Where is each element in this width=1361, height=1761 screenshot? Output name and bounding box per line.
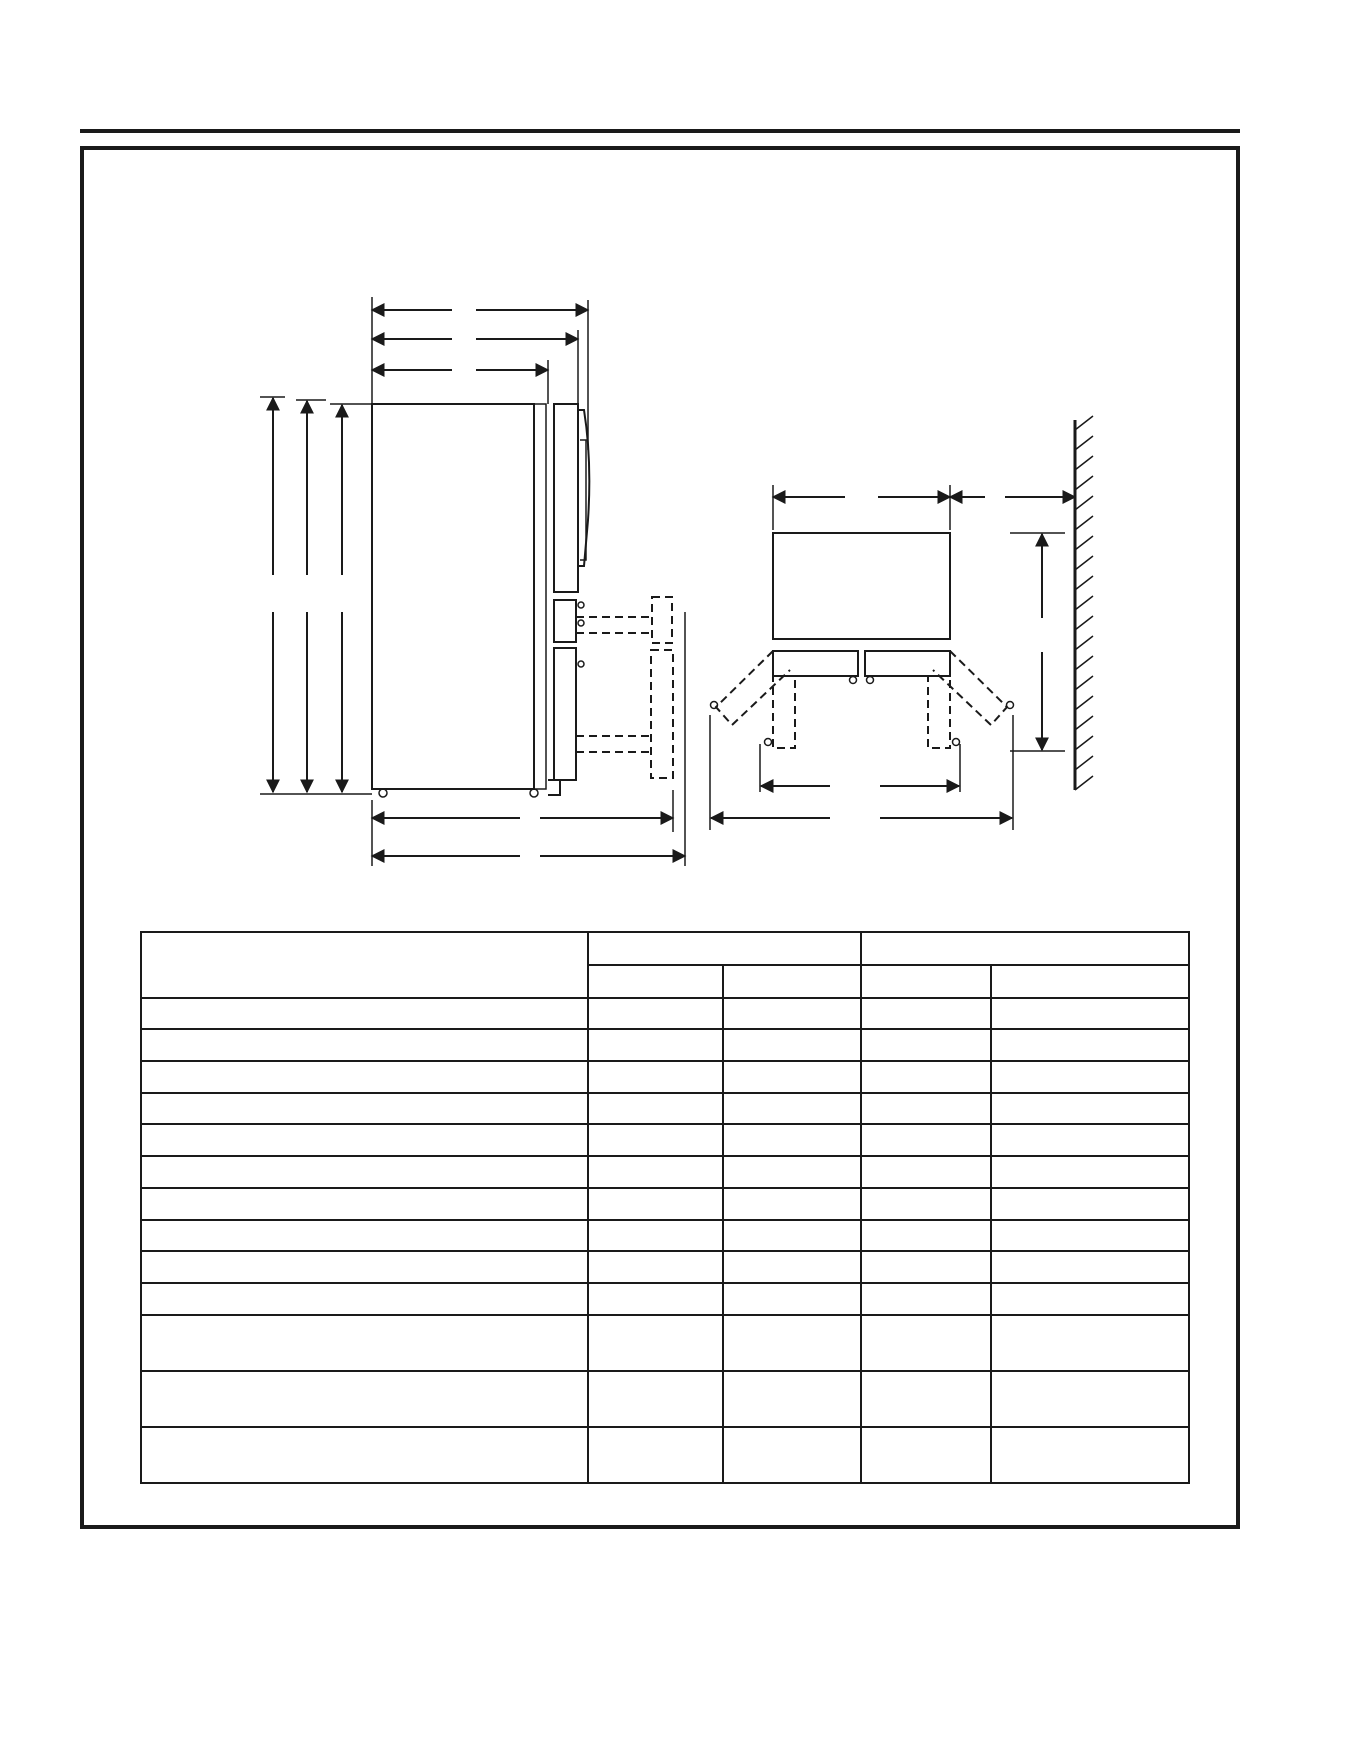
table-row — [141, 1188, 1189, 1220]
table-row — [141, 1427, 1189, 1483]
cabinet-top — [773, 533, 950, 639]
cell — [861, 1251, 991, 1283]
table-row — [141, 1315, 1189, 1371]
cell — [723, 1156, 861, 1188]
height-dimensions — [260, 397, 372, 794]
row-label — [141, 1315, 588, 1371]
cell — [588, 1427, 723, 1483]
cell — [991, 1188, 1189, 1220]
cell — [861, 1220, 991, 1252]
cell — [588, 1283, 723, 1315]
cell — [723, 1283, 861, 1315]
cell — [991, 1124, 1189, 1156]
cell — [991, 1427, 1189, 1483]
table-row — [141, 1029, 1189, 1061]
table-row — [141, 1251, 1189, 1283]
left-door-top — [773, 651, 858, 676]
cell — [588, 1061, 723, 1093]
upper-door — [554, 404, 578, 592]
cell — [723, 1315, 861, 1371]
table-row — [141, 1124, 1189, 1156]
row-label — [141, 998, 588, 1030]
cell — [861, 1093, 991, 1125]
cell — [588, 1188, 723, 1220]
open-depth-dimensions — [372, 612, 685, 866]
cell — [991, 1371, 1189, 1427]
sub-header — [723, 965, 861, 998]
row-label — [141, 1124, 588, 1156]
cell — [861, 1156, 991, 1188]
cell — [723, 1029, 861, 1061]
cell — [588, 1029, 723, 1061]
cell — [588, 998, 723, 1030]
table-row — [141, 1371, 1189, 1427]
doors-open-wide-dashed — [716, 651, 1007, 725]
sub-header — [588, 965, 723, 998]
dimension-table — [140, 931, 1190, 1484]
row-label — [141, 1220, 588, 1252]
cell — [991, 1220, 1189, 1252]
row-label — [141, 1371, 588, 1427]
sub-header — [991, 965, 1189, 998]
table-row — [141, 1220, 1189, 1252]
cell — [991, 1315, 1189, 1371]
row-label — [141, 1061, 588, 1093]
group-header — [861, 932, 1189, 965]
wall-hatching — [1075, 416, 1093, 790]
cell — [723, 1188, 861, 1220]
open-drawer-dashed — [576, 597, 673, 778]
cell — [723, 1427, 861, 1483]
cell — [723, 998, 861, 1030]
cell — [861, 1427, 991, 1483]
table-row — [141, 1283, 1189, 1315]
row-label — [141, 1427, 588, 1483]
row-label — [141, 1188, 588, 1220]
table-corner — [141, 932, 588, 998]
cell — [991, 1029, 1189, 1061]
cell — [588, 1124, 723, 1156]
cell — [991, 1283, 1189, 1315]
row-label — [141, 1029, 588, 1061]
cell — [991, 1061, 1189, 1093]
cell — [861, 1029, 991, 1061]
cell — [588, 1251, 723, 1283]
table-row — [141, 1061, 1189, 1093]
cell — [991, 1093, 1189, 1125]
cell — [861, 1371, 991, 1427]
table-row — [141, 1093, 1189, 1125]
width-dimensions — [710, 485, 1075, 830]
cell — [861, 1188, 991, 1220]
cell — [991, 1251, 1189, 1283]
cell — [588, 1371, 723, 1427]
row-label — [141, 1251, 588, 1283]
cell — [861, 1315, 991, 1371]
table-row — [141, 998, 1189, 1030]
cell — [861, 1283, 991, 1315]
cell — [723, 1124, 861, 1156]
cell — [588, 1315, 723, 1371]
sub-header — [861, 965, 991, 998]
right-door-top — [865, 651, 950, 676]
cell — [723, 1371, 861, 1427]
cell — [991, 998, 1189, 1030]
cell — [861, 998, 991, 1030]
cell — [588, 1220, 723, 1252]
row-label — [141, 1283, 588, 1315]
cell — [723, 1220, 861, 1252]
cell — [861, 1124, 991, 1156]
doors-open-90-dashed — [773, 676, 950, 748]
cell — [588, 1156, 723, 1188]
cell — [723, 1251, 861, 1283]
group-header — [588, 932, 861, 965]
bottom-drawer — [554, 648, 576, 780]
cell — [861, 1061, 991, 1093]
cell — [588, 1093, 723, 1125]
cabinet-side — [372, 404, 534, 789]
cell — [723, 1061, 861, 1093]
cell — [991, 1156, 1189, 1188]
row-label — [141, 1156, 588, 1188]
middle-drawer — [554, 600, 576, 642]
depth-dimensions — [372, 297, 588, 450]
table-row — [141, 1156, 1189, 1188]
side-view — [260, 297, 685, 866]
top-view — [710, 416, 1093, 830]
row-label — [141, 1093, 588, 1125]
cell — [723, 1093, 861, 1125]
